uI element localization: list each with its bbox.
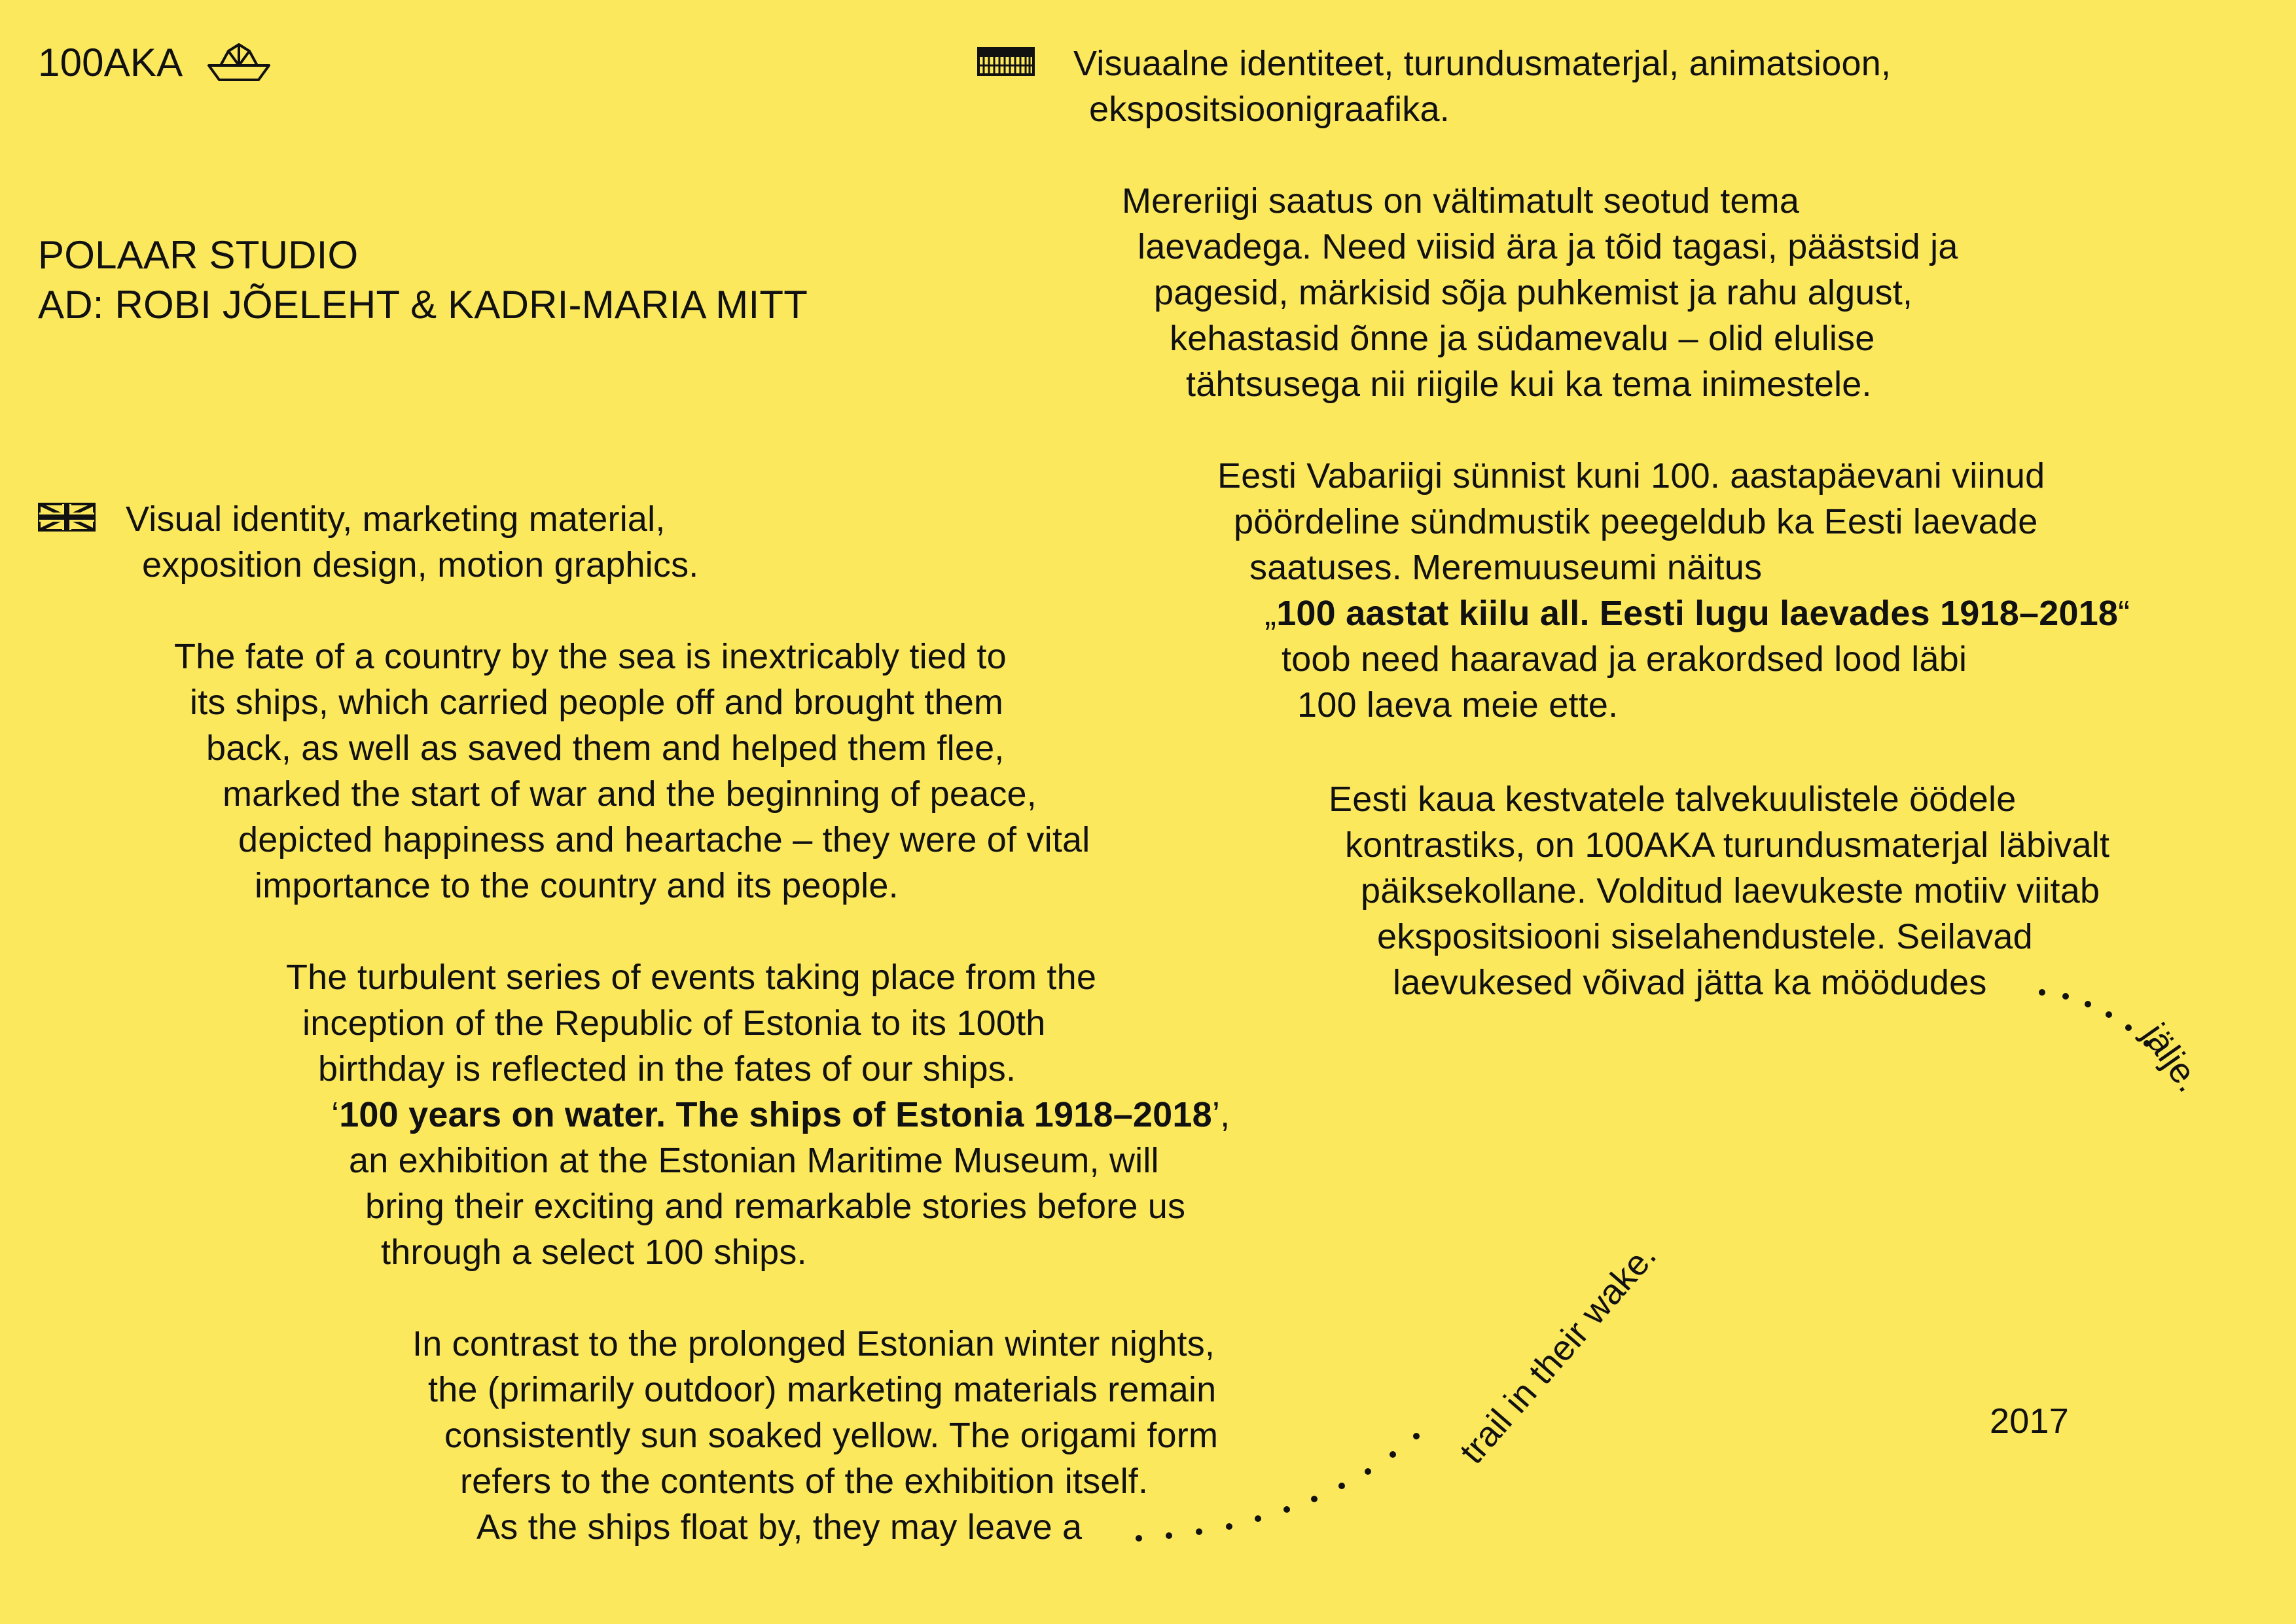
- trail-dot: [1365, 1468, 1371, 1475]
- exhibition-title-text: 100 years on water. The ships of Estonia 1918–2018: [339, 1095, 1212, 1134]
- quote-mark: ‘: [331, 1095, 340, 1134]
- paragraph-line: The turbulent series of events taking place from the: [286, 958, 1097, 997]
- paragraph-line: laevukesed võivad jätta ka möödudes: [1393, 963, 1987, 1002]
- paragraph-line: pöördeline sündmustik peegeldub ka Eesti laevade: [1234, 502, 2038, 541]
- paragraph-line: pagesid, märkisid sõja puhkemist ja rahu algust,: [1154, 273, 1913, 312]
- services-line: Visual identity, marketing material,: [126, 499, 666, 539]
- quote-mark: “: [2118, 594, 2130, 633]
- paragraph-line: Eesti kaua kestvatele talvekuulistele öödele: [1329, 780, 2017, 819]
- trail-dot: [1226, 1523, 1232, 1530]
- trail-dot: [1196, 1528, 1202, 1535]
- paragraph-line: päiksekollane. Volditud laevukeste motiiv viitab: [1361, 871, 2100, 911]
- paragraph-line: its ships, which carried people off and brought them: [190, 683, 1004, 722]
- paragraph-line: saatuses. Meremuuseumi näitus: [1249, 548, 1763, 587]
- paragraph-line: ekspositsiooni siselahendustele. Seilavad: [1377, 917, 2033, 956]
- year: 2017: [1990, 1401, 2069, 1441]
- paragraph-line: Eesti Vabariigi sünnist kuni 100. aastapäevani viinud: [1217, 456, 2045, 496]
- paragraph-line: birthday is reflected in the fates of our ships.: [318, 1049, 1016, 1089]
- trail-dot: [1413, 1433, 1420, 1439]
- services-line: exposition design, motion graphics.: [142, 545, 699, 585]
- trail-dot: [1311, 1496, 1318, 1502]
- paragraph-line: Mereriigi saatus on vältimatult seotud tema: [1122, 181, 1800, 221]
- quote-mark: „: [1265, 594, 1277, 633]
- services-line: Visuaalne identiteet, turundusmaterjal, animatsioon,: [1073, 44, 1892, 83]
- paragraph-line: refers to the contents of the exhibition itself.: [460, 1462, 1149, 1501]
- art-direction: AD: ROBI JÕELEHT & KADRI-MARIA MITT: [38, 283, 808, 327]
- services-line: ekspositsioonigraafika.: [1089, 90, 1450, 129]
- paragraph-line: consistently sun soaked yellow. The origami form: [444, 1416, 1219, 1455]
- paragraph-line: depicted happiness and heartache – they were of vital: [238, 820, 1090, 859]
- quote-mark: ’,: [1211, 1095, 1230, 1134]
- trail-dot: [2125, 1024, 2132, 1031]
- paragraph-line: importance to the country and its people.: [255, 866, 899, 905]
- paragraph-line: kehastasid õnne ja südamevalu – olid elulise: [1170, 319, 1875, 358]
- paragraph-line: marked the start of war and the beginning of peace,: [223, 774, 1037, 814]
- paragraph-line: back, as well as saved them and helped them flee,: [206, 729, 1005, 768]
- paragraph-line: kontrastiks, on 100AKA turundusmaterjal läbivalt: [1345, 825, 2110, 865]
- paragraph-line: The fate of a country by the sea is inextricably tied to: [174, 637, 1007, 676]
- trail-dot: [2085, 1001, 2091, 1007]
- paragraph-line: inception of the Republic of Estonia to its 100th: [302, 1003, 1046, 1043]
- paragraph-line: laevadega. Need viisid ära ja tõid tagasi, päästsid ja: [1138, 227, 1958, 266]
- exhibition-title-text: 100 aastat kiilu all. Eesti lugu laevades 1918–2018: [1276, 594, 2119, 633]
- trail-dot: [1136, 1535, 1142, 1542]
- paragraph-line: tähtsusega nii riigile kui ka tema inimestele.: [1186, 365, 1872, 404]
- paragraph-line: toob need haaravad ja erakordsed lood läbi: [1282, 640, 1967, 679]
- trail-dot: [1390, 1451, 1396, 1458]
- trail-end-english: trail in their wake.: [1452, 1236, 1664, 1471]
- project-title: 100AKA: [38, 41, 183, 84]
- paragraph-line: the (primarily outdoor) marketing materials remain: [428, 1370, 1217, 1409]
- trail-dot: [2062, 993, 2069, 1000]
- paragraph-line: an exhibition at the Estonian Maritime Museum, will: [349, 1141, 1159, 1180]
- trail-dot: [1283, 1506, 1290, 1513]
- trail-dot: [2039, 989, 2045, 996]
- paragraph-line: In contrast to the prolonged Estonian winter nights,: [412, 1324, 1215, 1363]
- trail-dot: [2106, 1011, 2112, 1018]
- trail-end-estonian: jälje.: [2134, 1016, 2210, 1100]
- paragraph-line: through a select 100 ships.: [381, 1233, 807, 1272]
- trail-dot: [1166, 1532, 1172, 1539]
- trail-dot: [1255, 1515, 1261, 1522]
- paragraph-line: bring their exciting and remarkable stories before us: [365, 1187, 1186, 1226]
- trail-dot: [1338, 1483, 1345, 1489]
- paragraph-line: As the ships float by, they may leave a: [476, 1507, 1083, 1547]
- paragraph-line: 100 laeva meie ette.: [1297, 685, 1619, 725]
- studio-name: POLAAR STUDIO: [38, 233, 359, 277]
